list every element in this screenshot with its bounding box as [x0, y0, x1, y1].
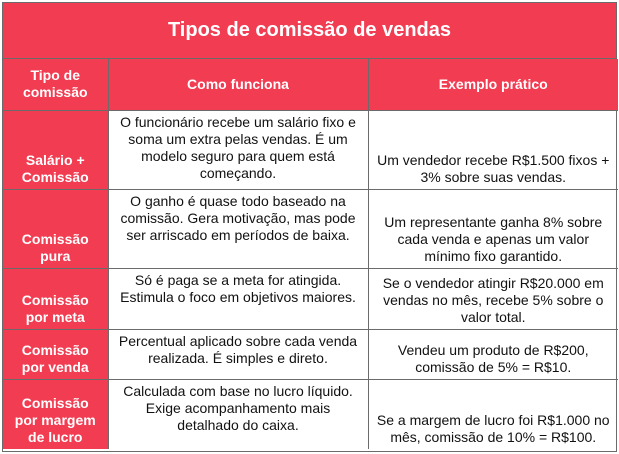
- row-example: Um vendedor recebe R$1.500 fixos + 3% sobre suas vendas.: [368, 110, 618, 189]
- header-type: Tipo de comissão: [3, 59, 108, 110]
- row-type: Comissão pura: [3, 189, 108, 268]
- commission-table-card: [2, 2, 617, 452]
- row-type: Comissão por venda: [3, 329, 108, 379]
- row-how: Só é paga se a meta for atingida. Estimula o foco em objetivos maiores.: [108, 268, 368, 329]
- table-row: [3, 379, 618, 449]
- table-row: [3, 189, 618, 268]
- row-example: Se a margem de lucro foi R$1.000 no mês, comissão de 10% = R$100.: [368, 379, 618, 449]
- row-type: Comissão por meta: [3, 268, 108, 329]
- row-how: O ganho é quase todo baseado na comissão. Gera motivação, mas pode ser arriscado em períodos de baixa.: [108, 189, 368, 268]
- table-row: [3, 329, 618, 379]
- row-how: O funcionário recebe um salário fixo e soma um extra pelas vendas. É um modelo seguro para quem está começando.: [108, 110, 368, 189]
- table-title: Tipos de comissão de vendas: [3, 3, 616, 59]
- table-row: [3, 110, 618, 189]
- row-how: Calculada com base no lucro líquido. Exige acompanhamento mais detalhado do caixa.: [108, 379, 368, 449]
- row-type: Comissão por margem de lucro: [3, 379, 108, 449]
- row-example: Se o vendedor atingir R$20.000 em vendas no mês, recebe 5% sobre o valor total.: [368, 268, 618, 329]
- header-row: [3, 59, 618, 110]
- header-how: Como funciona: [108, 59, 368, 110]
- commission-table: [3, 59, 618, 449]
- table-row: [3, 268, 618, 329]
- row-example: Um representante ganha 8% sobre cada venda e apenas um valor mínimo fixo garantido.: [368, 189, 618, 268]
- header-example: Exemplo prático: [368, 59, 618, 110]
- row-how: Percentual aplicado sobre cada venda realizada. É simples e direto.: [108, 329, 368, 379]
- row-example: Vendeu um produto de R$200, comissão de 5% = R$10.: [368, 329, 618, 379]
- row-type: Salário + Comissão: [3, 110, 108, 189]
